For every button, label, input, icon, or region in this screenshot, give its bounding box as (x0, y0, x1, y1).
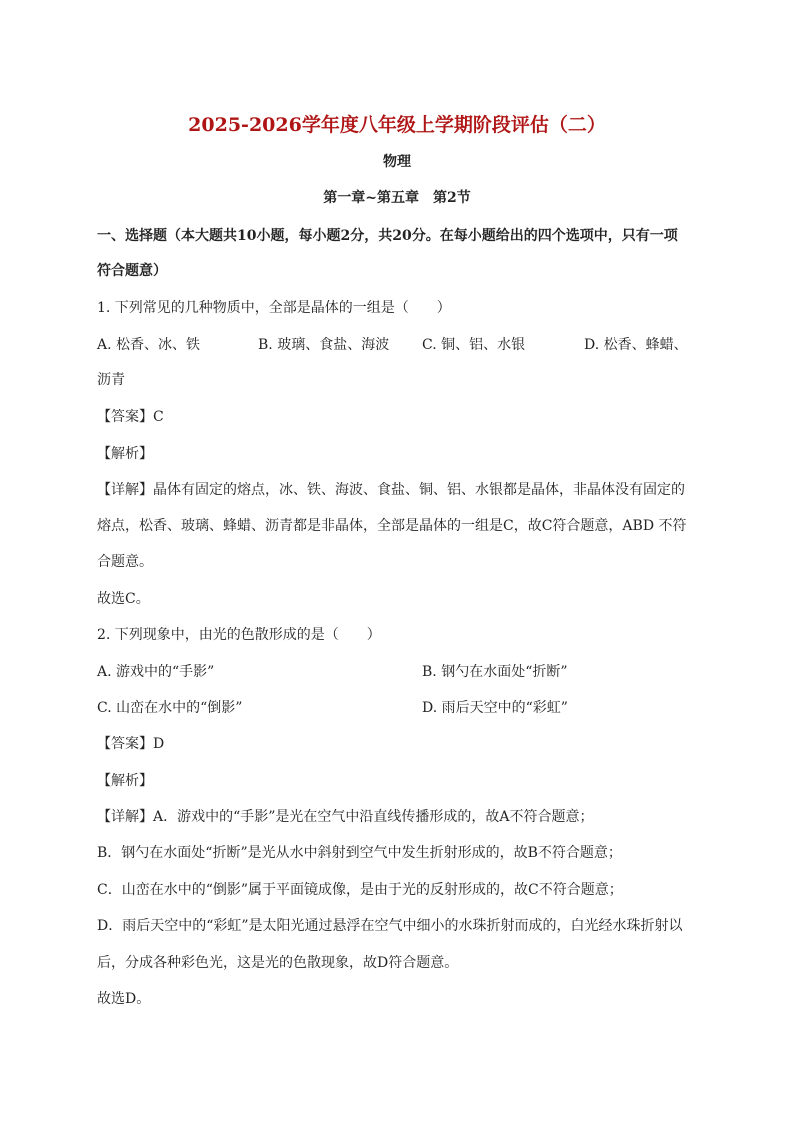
subject-label: 物理 (383, 154, 411, 170)
q2-conclusion: 故选D。 (97, 991, 151, 1007)
q1-conclusion: 故选C。 (97, 591, 150, 607)
q1-detail-line2: 熔点，松香、玻璃、蜂蜡、沥青都是非晶体，全部是晶体的一组是C，故C符合题意，ABD 不符 (97, 518, 687, 534)
q1-option-a: A. 松香、冰、铁 (97, 337, 201, 353)
page-title: 2025-2026学年度八年级上学期阶段评估（二） (188, 114, 606, 136)
scope-label: 第一章~第五章 第2节 (323, 190, 471, 206)
section-heading-line2: 符合题意） (97, 263, 167, 279)
section-heading-line1: 一、选择题（本大题共10小题，每小题2分，共20分。在每小题给出的四个选项中，只有一项 (97, 228, 678, 244)
q1-option-d: D. 松香、蜂蜡、 (584, 337, 688, 353)
q1-detail-line1: 【详解】晶体有固定的熔点，冰、铁、海波、食盐、铜、铝、水银都是晶体，非晶体没有固定的 (97, 482, 685, 498)
q1-answer: 【答案】C (97, 409, 164, 425)
q1-stem: 1. 下列常见的几种物质中，全部是晶体的一组是（ ） (97, 300, 451, 316)
q2-detail-line4: D．雨后天空中的“彩虹”是太阳光通过悬浮在空气中细小的水珠折射而成的，白光经水珠折射以 (97, 918, 683, 934)
q1-option-b: B. 玻璃、食盐、海波 (258, 337, 390, 353)
q2-detail-line3: C．山峦在水中的“倒影”属于平面镜成像，是由于光的反射形成的，故C不符合题意； (97, 882, 623, 898)
q2-option-c: C. 山峦在水中的“倒影” (97, 700, 243, 716)
q2-analysis-label: 【解析】 (97, 773, 153, 789)
q2-detail-line2: B．钢勺在水面处“折断”是光从水中斜射到空气中发生折射形成的，故B不符合题意； (97, 845, 622, 861)
q2-answer: 【答案】D (97, 736, 165, 752)
q1-option-c: C. 铜、铝、水银 (422, 337, 526, 353)
q2-detail-line1: 【详解】A．游戏中的“手影”是光在空气中沿直线传播形成的，故A不符合题意； (97, 809, 594, 825)
q1-analysis-label: 【解析】 (97, 446, 153, 462)
q1-detail-line3: 合题意。 (97, 554, 153, 570)
q2-stem: 2. 下列现象中，由光的色散形成的是（ ） (97, 627, 381, 643)
q2-detail-line5: 后，分成各种彩色光，这是光的色散现象，故D符合题意。 (97, 955, 459, 971)
q2-option-d: D. 雨后天空中的“彩虹” (422, 700, 568, 716)
q1-option-d-wrap: 沥青 (97, 372, 125, 388)
q2-option-a: A. 游戏中的“手影” (97, 664, 215, 680)
q2-option-b: B. 钢勺在水面处“折断” (422, 664, 568, 680)
